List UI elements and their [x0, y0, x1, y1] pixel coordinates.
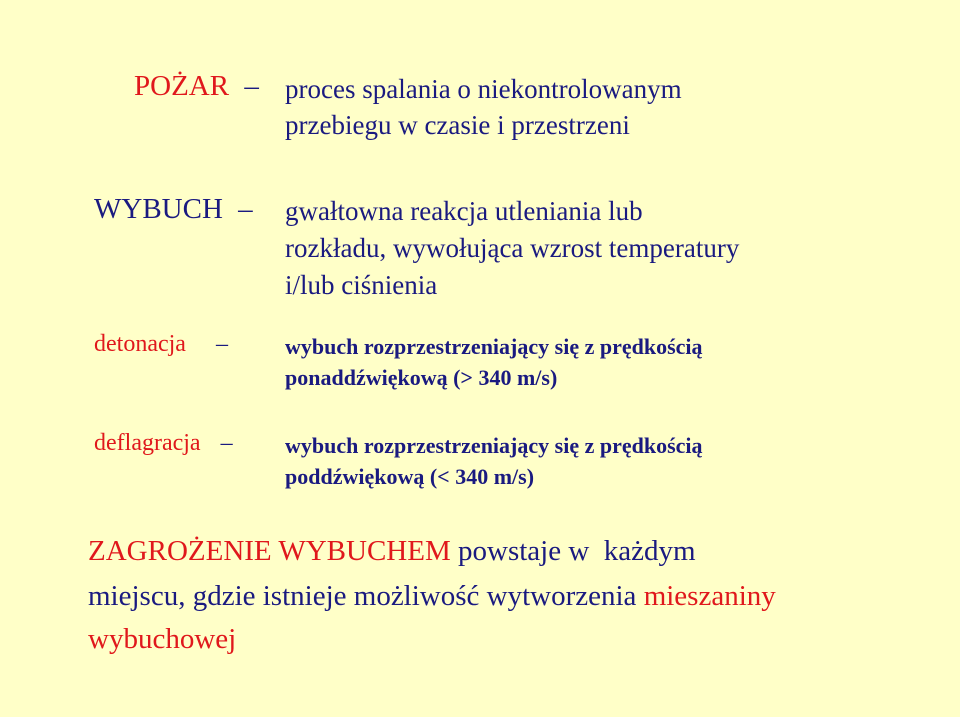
- deflagracja-term: deflagracja: [94, 430, 201, 456]
- pozar-term: POŻAR: [134, 70, 230, 102]
- deflagracja-definition-line-2: poddźwiękową (< 340 m/s): [285, 464, 535, 489]
- wybuch-definition-line-1: gwałtowna reakcja utleniania lub: [285, 196, 643, 226]
- zagrozenie-highlight: ZAGROŻENIE WYBUCHEM: [88, 535, 451, 567]
- detonacja-term: detonacja: [94, 331, 186, 357]
- detonacja-dash: –: [215, 331, 228, 357]
- wybuch-definition-line-3: i/lub ciśnienia: [285, 270, 438, 300]
- wybuch-term-row: [94, 193, 253, 226]
- wybuch-term: WYBUCH: [94, 193, 223, 225]
- zagrozenie-line-1-text: powstaje w każdym: [450, 535, 696, 567]
- deflagracja-definition-line-1: wybuch rozprzestrzeniający się z prędkością: [285, 433, 703, 458]
- wybuch-dash: –: [238, 193, 253, 225]
- pozar-dash: –: [244, 70, 259, 102]
- detonacja-term-row: [94, 331, 228, 358]
- detonacja-definition-line-2: ponaddźwiękową (> 340 m/s): [285, 365, 558, 390]
- pozar-definition-line-1: proces spalania o niekontrolowanym: [285, 74, 682, 104]
- wybuchowej-highlight: wybuchowej: [88, 623, 237, 655]
- pozar-term-row: [134, 70, 259, 103]
- detonacja-definition-line-1: wybuch rozprzestrzeniający się z prędkością: [285, 334, 703, 359]
- zagrozenie-line-1: [88, 535, 696, 568]
- deflagracja-term-row: [94, 430, 233, 457]
- deflagracja-dash: –: [220, 430, 233, 456]
- pozar-definition-line-2: przebiegu w czasie i przestrzeni: [285, 110, 630, 140]
- zagrozenie-line-2: [88, 580, 776, 613]
- zagrozenie-line-2-text: miejscu, gdzie istnieje możliwość wytworzenia: [88, 580, 644, 612]
- wybuch-definition-line-2: rozkładu, wywołująca wzrost temperatury: [285, 233, 740, 263]
- mieszaniny-highlight: mieszaniny: [643, 580, 776, 612]
